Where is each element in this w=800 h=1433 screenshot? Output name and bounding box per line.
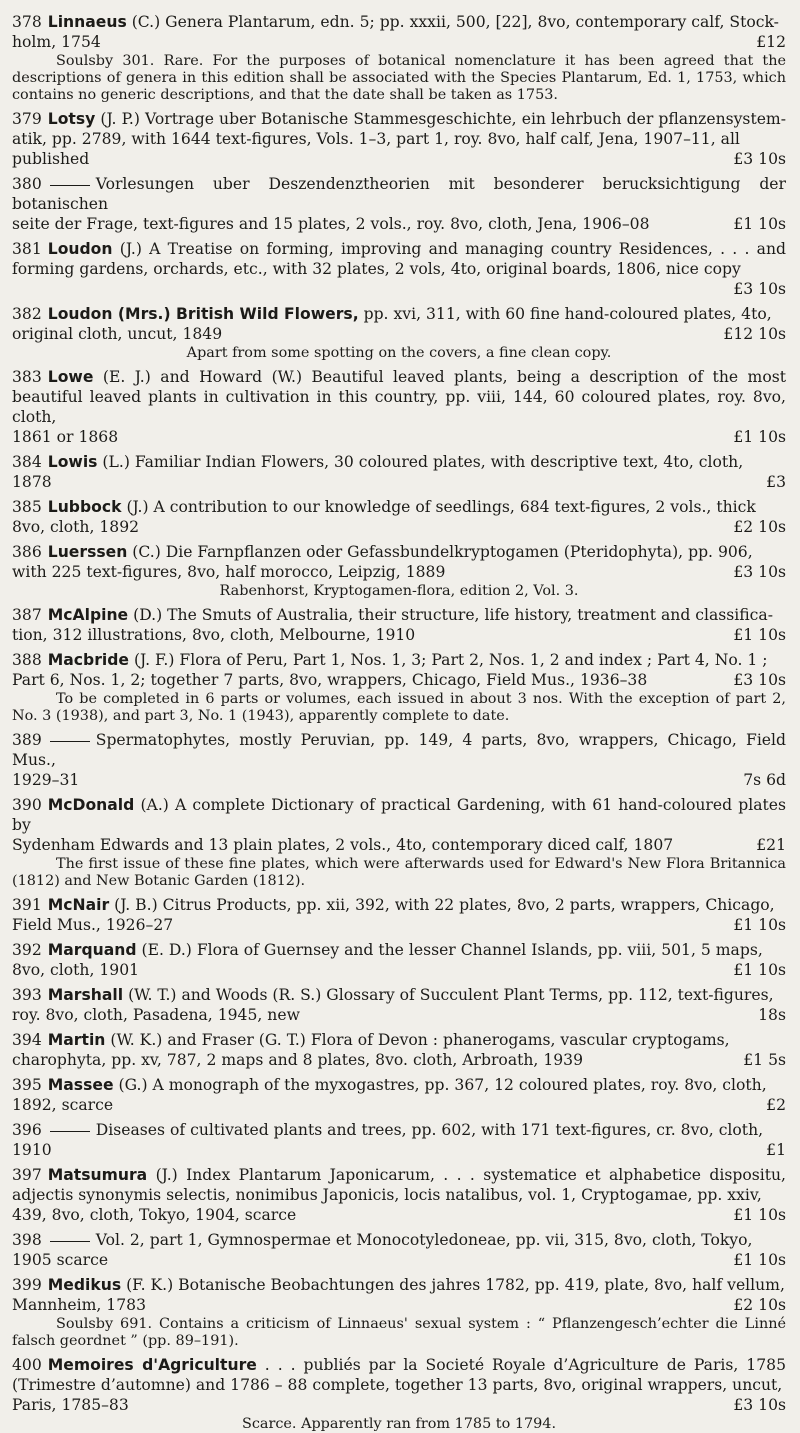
price: £1 10s <box>733 1206 786 1224</box>
entry-body <box>12 1230 786 1250</box>
price: £1 10s <box>733 961 786 979</box>
lot-number: 382 <box>12 305 42 323</box>
entry-body <box>12 1165 786 1205</box>
entry-note: Apart from some spotting on the covers, a fine clean copy. <box>186 345 612 361</box>
author-name: Martin <box>47 1031 106 1049</box>
catalogue-entry <box>12 1230 786 1270</box>
price: £3 10s <box>733 1396 786 1414</box>
entry-body <box>12 497 786 517</box>
entry-description: (E. J.) and Howard (W.) Beautiful leaved plants, being a description of the most beautiful leaved plants in cultivation in this country, pp. viii, 144, 60 coloured plates, roy. 8vo, cloth, <box>12 368 786 426</box>
entry-body <box>12 1030 786 1050</box>
entry-description: (D.) The Smuts of Australia, their structure, life history, treatment and classifica- <box>133 606 773 624</box>
lot-number: 391 <box>12 896 42 914</box>
lot-number: 399 <box>12 1276 42 1294</box>
entry-body <box>12 239 786 279</box>
entry-description: . . . publiés par la Societé Royale d’Agriculture de Paris, 1785 (Trimestre d’automne) and 1786 – 88 complete, together 13 parts, 8vo, original wrappers, uncut, <box>12 1356 786 1394</box>
entry-description: (A.) A complete Dictionary of practical Gardening, with 61 hand-coloured plates by <box>12 796 786 834</box>
lot-number: 387 <box>12 606 42 624</box>
lot-number: 400 <box>12 1356 42 1374</box>
entry-body <box>12 650 786 670</box>
entry-body <box>12 940 786 960</box>
entry-tail-line <box>12 915 786 935</box>
entry-tail-line <box>12 1295 786 1315</box>
price: £1 10s <box>733 916 786 934</box>
entry-tail-line <box>12 960 786 980</box>
entry-description: (W. T.) and Woods (R. S.) Glossary of Succulent Plant Terms, pp. 112, text-figures, <box>128 986 774 1004</box>
catalogue-entry <box>12 1120 786 1160</box>
entry-description: (L.) Familiar Indian Flowers, 30 coloured plates, with descriptive text, 4to, cloth, <box>102 453 744 471</box>
price: £3 10s <box>733 150 786 168</box>
catalogue-entry <box>12 1165 786 1225</box>
entry-description: (G.) A monograph of the myxogastres, pp. 367, 12 coloured plates, roy. 8vo, cloth, <box>118 1076 767 1094</box>
price: £1 10s <box>733 626 786 644</box>
entry-description: Vol. 2, part 1, Gymnospermae et Monocotyledoneae, pp. vii, 315, 8vo, cloth, Tokyo, <box>95 1231 753 1249</box>
entry-tail: charophyta, pp. xv, 787, 2 maps and 8 plates, 8vo. cloth, Arbroath, 1939 <box>12 1051 584 1069</box>
entry-description: Spermatophytes, mostly Peruvian, pp. 149, 4 parts, 8vo, wrappers, Chicago, Field Mus., <box>12 731 786 769</box>
author-name: Loudon <box>47 240 113 258</box>
entry-body <box>12 895 786 915</box>
author-name: Medikus <box>47 1276 122 1294</box>
catalogue-entry <box>12 367 786 447</box>
author-name: Luerssen <box>47 543 128 561</box>
price: £2 <box>766 1096 786 1114</box>
entry-body <box>12 605 786 625</box>
entry-tail-line <box>12 1005 786 1025</box>
price: £12 <box>756 33 786 51</box>
lot-number: 398 <box>12 1231 42 1249</box>
price: £12 10s <box>723 325 786 343</box>
price: £3 10s <box>733 671 786 689</box>
entry-body <box>12 304 786 324</box>
entry-tail-line <box>12 1140 786 1160</box>
entry-body <box>12 1075 786 1095</box>
price: £2 10s <box>733 518 786 536</box>
entry-tail: Paris, 1785–83 <box>12 1396 129 1414</box>
entry-tail-line <box>12 32 786 52</box>
ditto-dash <box>50 185 90 186</box>
entry-description: (J.) Index Plantarum Japonicarum, . . . systematice et alphabetice dispositu, adjectis synonymis selectis, nonimibus Japonicis, locis natalibus, vol. 1, Cryptogamae, pp. xxiv, <box>12 1166 786 1204</box>
price: £1 10s <box>733 215 786 233</box>
lot-number: 395 <box>12 1076 42 1094</box>
entry-tail: 1878 <box>12 473 52 491</box>
author-name: Marquand <box>47 941 137 959</box>
price: 18s <box>758 1006 786 1024</box>
entry-tail: Part 6, Nos. 1, 2; together 7 parts, 8vo, wrappers, Chicago, Field Mus., 1936–38 <box>12 671 648 689</box>
catalogue-entry <box>12 985 786 1025</box>
entry-tail-line <box>12 1050 786 1070</box>
entry-tail: 1910 <box>12 1141 52 1159</box>
entry-body <box>12 795 786 835</box>
entry-tail-line <box>12 1395 786 1415</box>
ditto-dash <box>50 1131 90 1132</box>
author-name: Lubbock <box>47 498 122 516</box>
catalogue-entry <box>12 940 786 980</box>
lot-number: 381 <box>12 240 42 258</box>
price: 7s 6d <box>743 771 786 789</box>
lot-number: 396 <box>12 1121 42 1139</box>
entry-note: The first issue of these fine plates, which were afterwards used for Edward's New Flora Britannica (1812) and New Botanic Garden (1812). <box>12 856 786 889</box>
entry-description: (E. D.) Flora of Guernsey and the lesser Channel Islands, pp. viii, 501, 5 maps, <box>141 941 763 959</box>
entry-tail-line <box>12 1095 786 1115</box>
entry-body <box>12 452 786 472</box>
entry-tail-line <box>12 472 786 492</box>
price: £1 <box>766 1141 786 1159</box>
lot-number: 380 <box>12 175 42 193</box>
lot-number: 383 <box>12 368 42 386</box>
price: £1 10s <box>733 1251 786 1269</box>
catalogue-entry <box>12 497 786 537</box>
catalogue-entry <box>12 239 786 299</box>
entry-description: (J.) A Treatise on forming, improving and managing country Residences, . . . and forming gardens, orchards, etc., with 32 plates, 2 vols, 4to, original boards, 1806, nice copy <box>12 240 786 278</box>
entry-tail: original cloth, uncut, 1849 <box>12 325 223 343</box>
catalogue-entry <box>12 12 786 104</box>
catalogue-entry <box>12 1355 786 1433</box>
author-name: Lowis <box>47 453 98 471</box>
entry-tail-line <box>12 770 786 790</box>
entry-body <box>12 12 786 32</box>
entry-tail-line <box>12 517 786 537</box>
catalogue-entry <box>12 452 786 492</box>
lot-number: 390 <box>12 796 42 814</box>
author-name: Memoires d'Agriculture <box>47 1356 257 1374</box>
lot-number: 392 <box>12 941 42 959</box>
price: £21 <box>756 836 786 854</box>
lot-number: 393 <box>12 986 42 1004</box>
entry-tail-line <box>12 427 786 447</box>
lot-number: 397 <box>12 1166 42 1184</box>
entry-tail: seite der Frage, text-figures and 15 plates, 2 vols., roy. 8vo, cloth, Jena, 1906–08 <box>12 215 650 233</box>
entry-description: Vorlesungen uber Deszendenztheorien mit besonderer berucksichtigung der botanischen <box>12 175 786 213</box>
author-name: Marshall <box>47 986 124 1004</box>
price: £2 10s <box>733 1296 786 1314</box>
catalogue-entry <box>12 605 786 645</box>
entry-description: (C.) Genera Plantarum, edn. 5; pp. xxxii, 500, [22], 8vo, contemporary calf, Stock- <box>131 13 779 31</box>
price: £1 10s <box>733 428 786 446</box>
catalogue-entry <box>12 1075 786 1115</box>
lot-number: 379 <box>12 110 42 128</box>
author-name: Massee <box>47 1076 114 1094</box>
entry-body <box>12 174 786 214</box>
entry-note: Soulsby 691. Contains a criticism of Linnaeus' sexual system : “ Pflanzengesch’echter die Linné falsch geordnet ” (pp. 89–191). <box>12 1316 786 1349</box>
author-name: Loudon (Mrs.) British Wild Flowers, <box>47 305 359 323</box>
entry-tail: 1892, scarce <box>12 1096 114 1114</box>
entry-body <box>12 1355 786 1395</box>
entry-tail: with 225 text-figures, 8vo, half morocco, Leipzig, 1889 <box>12 563 446 581</box>
entry-description: pp. xvi, 311, with 60 fine hand-coloured plates, 4to, <box>363 305 772 323</box>
entry-tail-line <box>12 1250 786 1270</box>
entry-tail: 439, 8vo, cloth, Tokyo, 1904, scarce <box>12 1206 297 1224</box>
catalogue-entry <box>12 174 786 234</box>
price: £3 <box>766 473 786 491</box>
ditto-dash <box>50 1241 90 1242</box>
entry-note: Rabenhorst, Kryptogamen-flora, edition 2, Vol. 3. <box>219 583 579 599</box>
lot-number: 388 <box>12 651 42 669</box>
lot-number: 384 <box>12 453 42 471</box>
entry-body <box>12 109 786 149</box>
catalogue-entry <box>12 895 786 935</box>
entry-note: Soulsby 301. Rare. For the purposes of botanical nomenclature it has been agreed that the descriptions of genera in this edition shall be associated with the Species Plantarum, Ed. 1, 1753, which contains no generic descriptions, and that the date shall be taken as 1753. <box>12 53 786 103</box>
catalogue-entry <box>12 304 786 362</box>
entry-tail-line <box>12 625 786 645</box>
entry-description: (J.) A contribution to our knowledge of seedlings, 684 text-figures, 2 vols., thick <box>126 498 756 516</box>
lot-number: 385 <box>12 498 42 516</box>
entry-tail-line <box>12 214 786 234</box>
catalogue-entry <box>12 650 786 725</box>
lot-number: 389 <box>12 731 42 749</box>
entry-tail-line <box>12 835 786 855</box>
entry-tail: 1861 or 1868 <box>12 428 119 446</box>
author-name: Lowe <box>47 368 94 386</box>
entry-tail-line <box>12 324 786 344</box>
author-name: Lotsy <box>47 110 96 128</box>
catalogue-entry <box>12 542 786 600</box>
lot-number: 378 <box>12 13 42 31</box>
entry-tail: 1905 scarce <box>12 1251 109 1269</box>
entry-description: (J. P.) Vortrage uber Botanische Stammesgeschichte, ein lehrbuch der pflanzensystem-atik, pp. 2789, with 1644 text-figures, Vols. 1–3, part 1, roy. 8vo, half calf, Jena, 1907–11, all <box>12 110 786 148</box>
catalogue-entry <box>12 730 786 790</box>
entry-description: (W. K.) and Fraser (G. T.) Flora of Devon : phanerogams, vascular cryptogams, <box>110 1031 730 1049</box>
catalogue-entry <box>12 1275 786 1350</box>
entry-tail-line <box>12 562 786 582</box>
author-name: McNair <box>47 896 110 914</box>
author-name: Matsumura <box>47 1166 148 1184</box>
author-name: McDonald <box>47 796 135 814</box>
entry-body <box>12 985 786 1005</box>
entry-tail-line <box>12 279 786 299</box>
author-name: McAlpine <box>47 606 129 624</box>
entry-tail: 8vo, cloth, 1901 <box>12 961 140 979</box>
entry-tail: roy. 8vo, cloth, Pasadena, 1945, new <box>12 1006 300 1024</box>
entry-description: (J. F.) Flora of Peru, Part 1, Nos. 1, 3; Part 2, Nos. 1, 2 and index ; Part 4, No. 1 ; <box>133 651 768 669</box>
entry-tail: Mannheim, 1783 <box>12 1296 146 1314</box>
entry-tail-line <box>12 149 786 169</box>
entry-tail: published <box>12 150 90 168</box>
price: £1 5s <box>743 1051 786 1069</box>
entry-body <box>12 367 786 427</box>
entry-description: (F. K.) Botanische Beobachtungen des jahres 1782, pp. 419, plate, 8vo, half vellum, <box>126 1276 785 1294</box>
entry-description: (C.) Die Farnpflanzen oder Gefassbundelkryptogamen (Pteridophyta), pp. 906, <box>132 543 753 561</box>
lot-number: 394 <box>12 1031 42 1049</box>
entry-tail: 8vo, cloth, 1892 <box>12 518 140 536</box>
catalogue-entry <box>12 1030 786 1070</box>
entry-note: Scarce. Apparently ran from 1785 to 1794. <box>241 1416 557 1432</box>
author-name: Linnaeus <box>47 13 127 31</box>
entry-tail: Field Mus., 1926–27 <box>12 916 174 934</box>
entry-tail: Sydenham Edwards and 13 plain plates, 2 vols., 4to, contemporary diced calf, 1807 <box>12 836 674 854</box>
entry-body <box>12 1120 786 1140</box>
entry-note: To be completed in 6 parts or volumes, each issued in about 3 nos. With the exception of part 2, No. 3 (1938), and part 3, No. 1 (1943), apparently complete to date. <box>12 691 786 724</box>
lot-number: 386 <box>12 543 42 561</box>
price: £3 10s <box>733 280 786 298</box>
author-name: Macbride <box>47 651 129 669</box>
price: £3 10s <box>733 563 786 581</box>
entry-tail: 1929–31 <box>12 771 80 789</box>
entry-description: (J. B.) Citrus Products, pp. xii, 392, with 22 plates, 8vo, 2 parts, wrappers, Chicago, <box>114 896 775 914</box>
entry-tail-line <box>12 1205 786 1225</box>
entry-tail: tion, 312 illustrations, 8vo, cloth, Melbourne, 1910 <box>12 626 416 644</box>
entry-tail: holm, 1754 <box>12 33 101 51</box>
entry-body <box>12 1275 786 1295</box>
catalogue-entry <box>12 109 786 169</box>
catalogue-entry <box>12 795 786 890</box>
entry-body <box>12 730 786 770</box>
entry-body <box>12 542 786 562</box>
ditto-dash <box>50 741 90 742</box>
entry-description: Diseases of cultivated plants and trees, pp. 602, with 171 text-figures, cr. 8vo, cloth, <box>95 1121 764 1139</box>
entry-tail-line <box>12 670 786 690</box>
